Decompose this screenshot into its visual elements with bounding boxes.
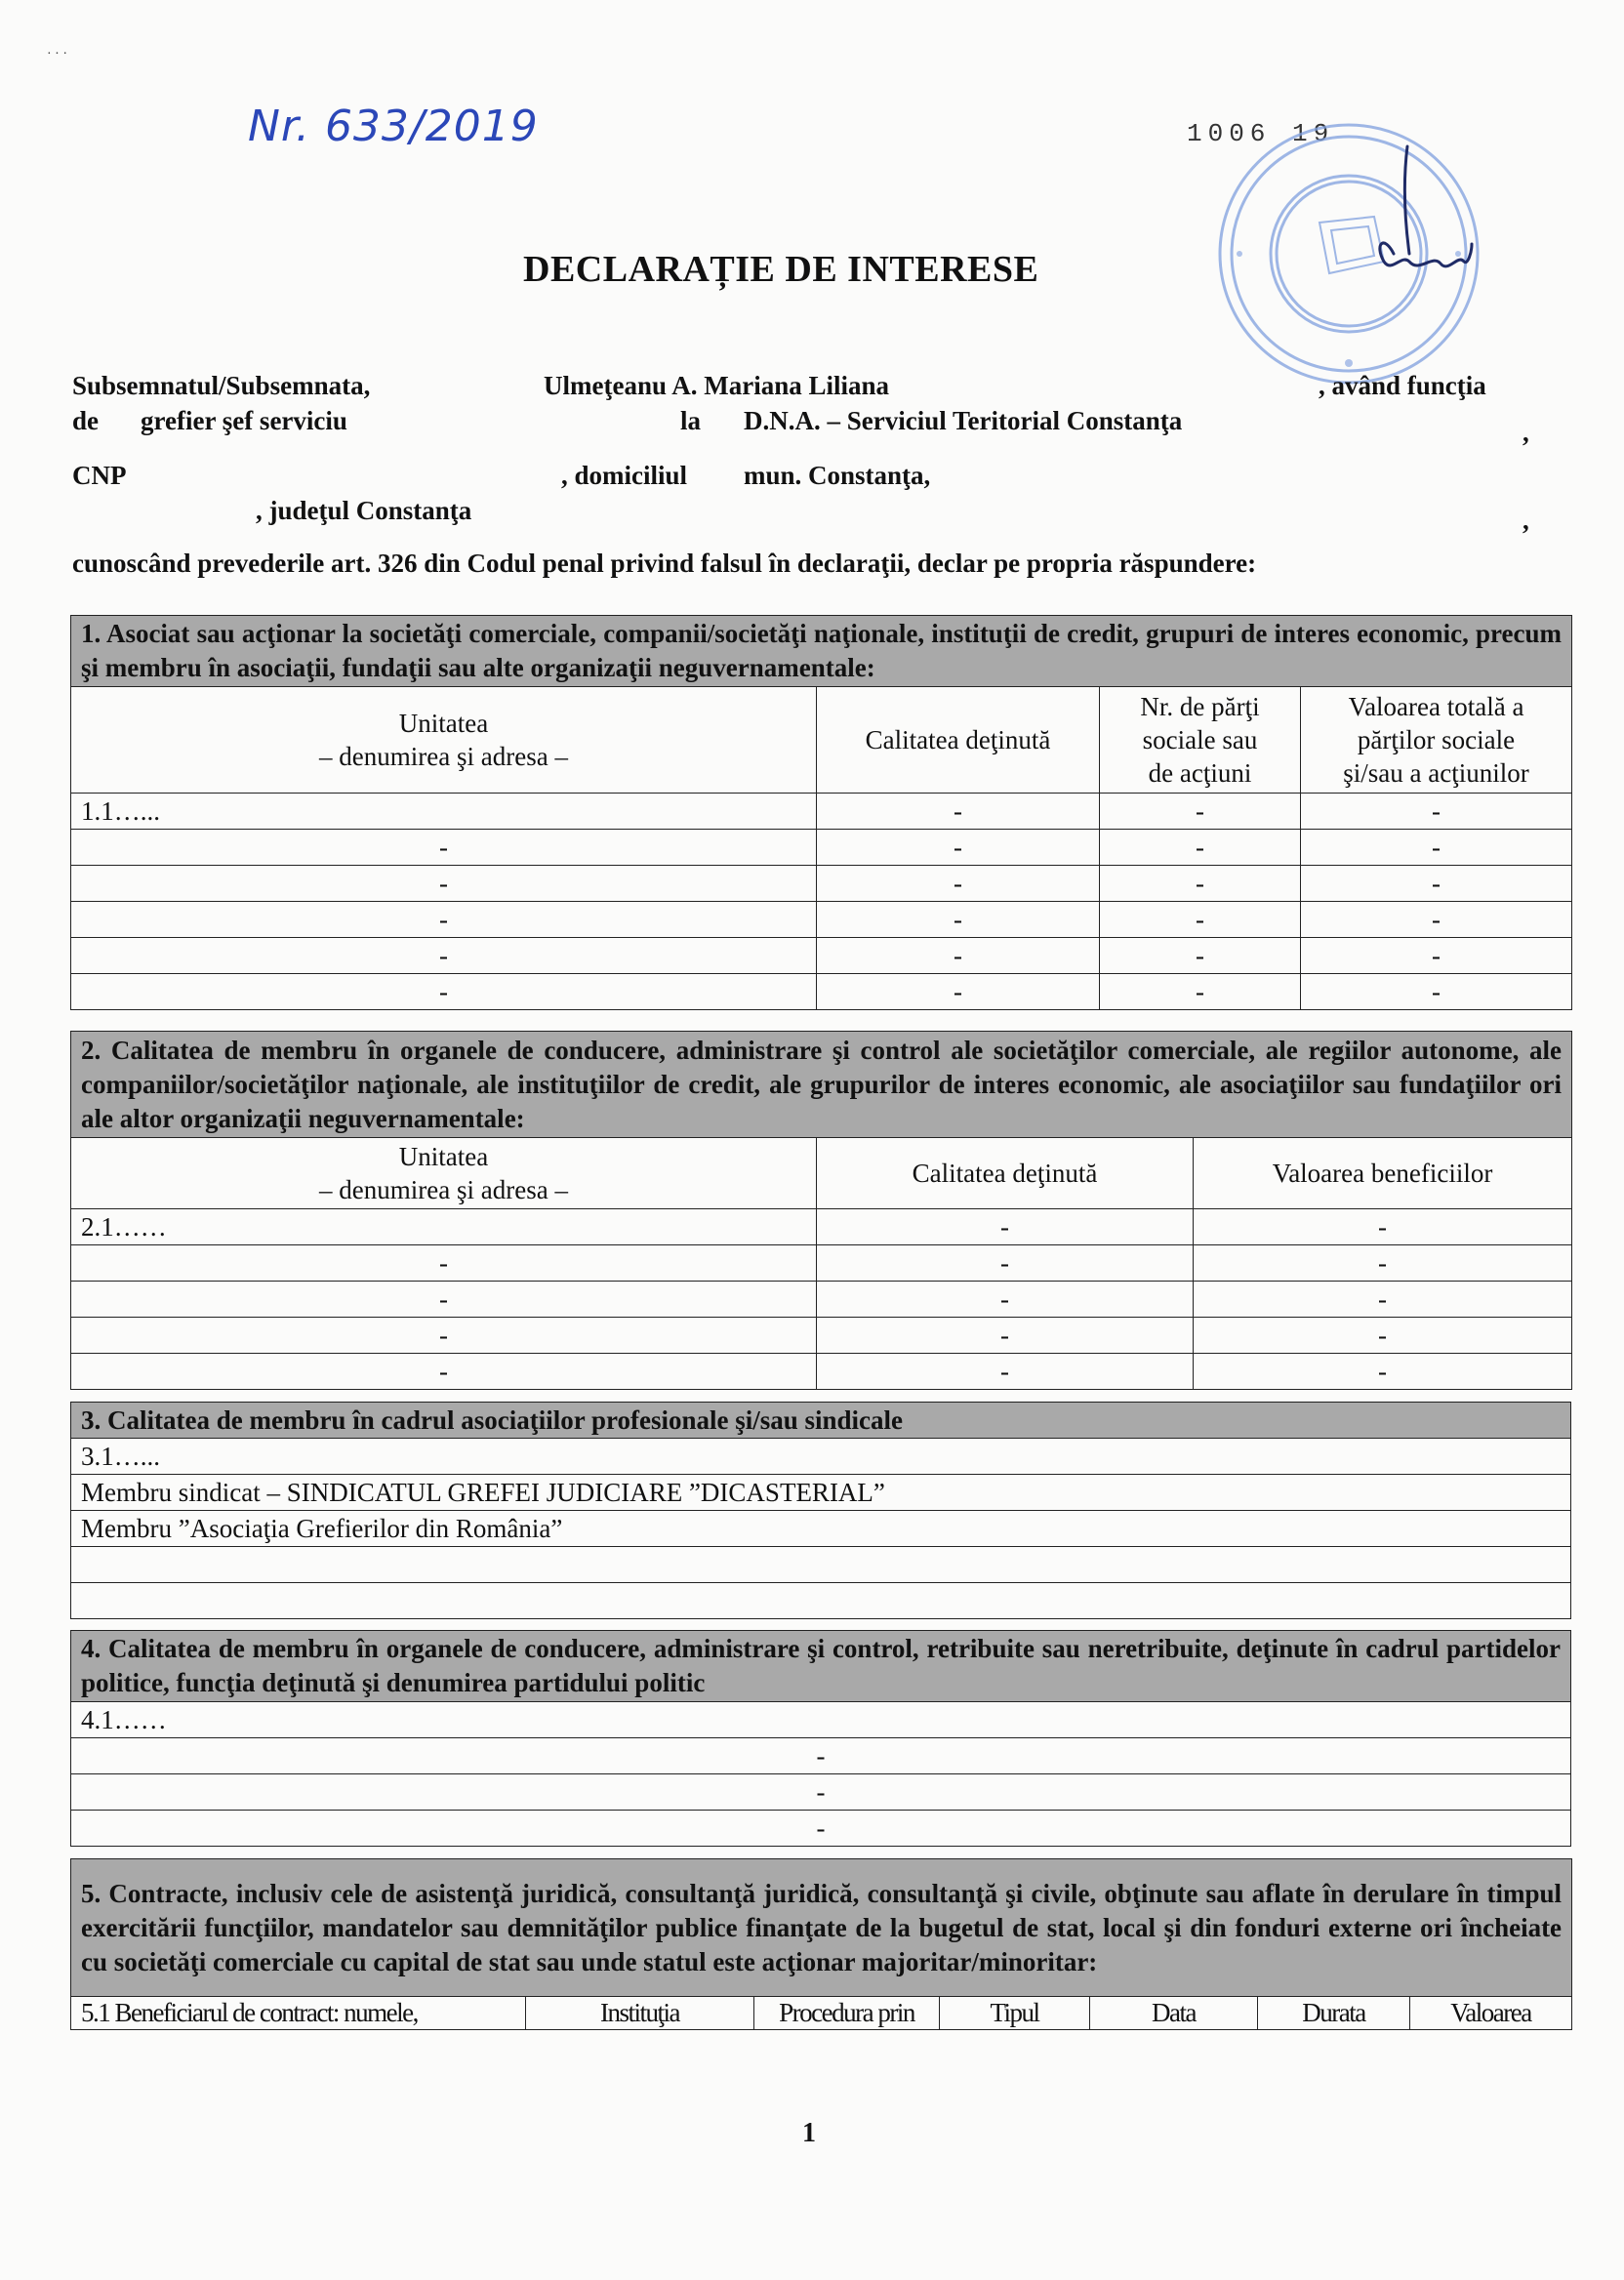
cell-dash: - xyxy=(1301,830,1572,866)
cell-dash: - xyxy=(71,866,817,902)
col-institution-header: Instituţia xyxy=(526,1997,754,2030)
col-quality-header: Calitatea deţinută xyxy=(817,1138,1194,1209)
cell-dash: - xyxy=(817,1354,1194,1390)
col-value-header: Valoarea xyxy=(1410,1997,1572,2030)
cell-dash: - xyxy=(1100,794,1301,830)
row-label: 1.1…... xyxy=(71,794,817,830)
page-title: DECLARAȚIE DE INTERESE xyxy=(523,249,1039,290)
row-label: 4.1…… xyxy=(71,1702,1571,1738)
cell-dash: - xyxy=(1301,974,1572,1010)
col-procedure-header: Procedura prin xyxy=(754,1997,940,2030)
county-value: , judeţul Constanţa xyxy=(256,496,472,525)
col-duration-header: Durata xyxy=(1258,1997,1410,2030)
cell-dash: - xyxy=(817,938,1100,974)
empty-row xyxy=(71,1583,1571,1619)
declarant-function: grefier şef serviciu xyxy=(141,406,347,435)
cnp-label: CNP xyxy=(72,461,127,490)
table-row xyxy=(71,1318,1572,1354)
declarant-institution: D.N.A. – Serviciul Teritorial Constanţa xyxy=(744,406,1183,435)
function-de-label: de xyxy=(72,406,99,435)
col-value-header: Valoarea totală a părţilor sociale şi/sau a acţiunilor xyxy=(1301,687,1572,794)
section-4-table xyxy=(70,1630,1571,1847)
handwritten-reference: Nr. 633/2019 xyxy=(248,102,539,151)
cell-dash: - xyxy=(817,974,1100,1010)
cell-dash: - xyxy=(71,830,817,866)
row-label: 2.1…… xyxy=(71,1209,817,1245)
page-number: 1 xyxy=(802,2118,816,2148)
table-row xyxy=(71,974,1572,1010)
cell-dash: - xyxy=(817,794,1100,830)
declarant-label: Subsemnatul/Subsemnata, xyxy=(72,371,371,400)
table-row xyxy=(71,1245,1572,1282)
declarant-name: Ulmeţeanu A. Mariana Liliana xyxy=(544,371,890,400)
section-5-heading: 5. Contracte, inclusiv cele de asistenţă juridică, consultanţă juridică, consultanţă şi civile, obţinute sau aflate în derulare în timpul exercitării funcţiilor, mandatelor sau demnităţilor publice finanţate de la bugetul de stat, local şi din fonduri externe ori încheiate cu societăţi comerciale cu capital de stat sau unde statul este acţionar majoritar/minoritar: xyxy=(71,1859,1572,1997)
institution-la-label: la xyxy=(680,406,702,435)
empty-row xyxy=(71,1547,1571,1583)
cell-dash: - xyxy=(1301,902,1572,938)
line4-comma: , xyxy=(1522,506,1529,535)
section-3-table xyxy=(70,1402,1571,1619)
table-row xyxy=(71,938,1572,974)
cell-dash: - xyxy=(1100,866,1301,902)
col-quality-header: Calitatea deţinută xyxy=(817,687,1100,794)
cell-dash: - xyxy=(817,830,1100,866)
section-1-heading: 1. Asociat sau acţionar la societăţi comerciale, companii/societăţi naţionale, instituţii de credit, grupuri de interes economic, precum şi membru în asociaţii, fundaţii sau alte organizaţii neguvernamentale: xyxy=(71,616,1572,687)
cell-dash: - xyxy=(1100,938,1301,974)
cell-dash: - xyxy=(71,1318,817,1354)
cell-dash: - xyxy=(1194,1354,1572,1390)
cell-dash: - xyxy=(71,1282,817,1318)
col-date-header: Data xyxy=(1090,1997,1258,2030)
domicile-label: , domiciliul xyxy=(561,461,688,490)
section-2-heading: 2. Calitatea de membru în organele de conducere, administrare şi control ale societăţilor comerciale, ale regiilor autonome, ale companiilor/societăţilor naţionale, ale instituţiilor de credit, ale grupurilor de interes economic, ale asociaţiilor sau fundaţiilor ori ale altor organizaţii neguvernamentale: xyxy=(71,1032,1572,1138)
cell-dash: - xyxy=(71,902,817,938)
cell-dash: - xyxy=(817,902,1100,938)
cell-dash: - xyxy=(1194,1245,1572,1282)
section-2-table xyxy=(70,1031,1572,1390)
cell-dash: - xyxy=(1100,974,1301,1010)
cell-dash: - xyxy=(1100,830,1301,866)
cell-dash: - xyxy=(817,1282,1194,1318)
table-row xyxy=(71,830,1572,866)
table-row xyxy=(71,794,1572,830)
col-beneficiary-header: 5.1 Beneficiarul de contract: numele, xyxy=(71,1997,526,2030)
section-5-table xyxy=(70,1858,1572,2030)
association-membership-entry: Membru ”Asociaţia Grefierilor din România” xyxy=(71,1511,1571,1547)
cell-dash: - xyxy=(71,1738,1571,1774)
cell-dash: - xyxy=(71,1245,817,1282)
scan-speck: · · · xyxy=(47,47,67,61)
col-unit-header: Unitatea – denumirea şi adresa – xyxy=(71,687,817,794)
cell-dash: - xyxy=(817,866,1100,902)
cell-dash: - xyxy=(71,974,817,1010)
cell-dash: - xyxy=(71,1811,1571,1847)
cell-dash: - xyxy=(1301,866,1572,902)
cell-dash: - xyxy=(1301,794,1572,830)
col-shares-header: Nr. de părţi sociale sau de acţiuni xyxy=(1100,687,1301,794)
cell-dash: - xyxy=(71,938,817,974)
official-stamp xyxy=(1202,107,1495,400)
cell-dash: - xyxy=(817,1245,1194,1282)
cell-dash: - xyxy=(71,1354,817,1390)
domicile-value: mun. Constanţa, xyxy=(744,461,931,490)
union-membership-entry: Membru sindicat – SINDICATUL GREFEI JUDICIARE ”DICASTERIAL” xyxy=(71,1475,1571,1511)
function-label-end: , având funcţia xyxy=(1319,371,1486,400)
row-label: 3.1…... xyxy=(71,1439,1571,1475)
table-row xyxy=(71,1354,1572,1390)
cell-dash: - xyxy=(817,1318,1194,1354)
registration-number: 1006 19 xyxy=(1187,119,1335,148)
section-4-heading: 4. Calitatea de membru în organele de conducere, administrare şi control, retribuite sau neretribuite, deţinute în cadrul partidelor politice, funcţia deţinută şi denumirea partidului politic xyxy=(71,1631,1571,1702)
cell-dash: - xyxy=(71,1774,1571,1811)
table-row xyxy=(71,1282,1572,1318)
cell-dash: - xyxy=(817,1209,1194,1245)
section-3-heading: 3. Calitatea de membru în cadrul asociaţiilor profesionale şi/sau sindicale xyxy=(71,1403,1571,1439)
cell-dash: - xyxy=(1301,938,1572,974)
cell-dash: - xyxy=(1194,1282,1572,1318)
cell-dash: - xyxy=(1194,1209,1572,1245)
col-type-header: Tipul xyxy=(940,1997,1090,2030)
col-benefits-header: Valoarea beneficiilor xyxy=(1194,1138,1572,1209)
line2-comma: , xyxy=(1522,418,1529,447)
cell-dash: - xyxy=(1100,902,1301,938)
col-unit-header: Unitatea – denumirea şi adresa – xyxy=(71,1138,817,1209)
declaration-statement: cunoscând prevederile art. 326 din Codul penal privind falsul în declaraţii, declar pe propria răspundere: xyxy=(72,549,1257,578)
cell-dash: - xyxy=(1194,1318,1572,1354)
section-1-table xyxy=(70,615,1572,1010)
table-row xyxy=(71,902,1572,938)
table-row xyxy=(71,866,1572,902)
table-row xyxy=(71,1209,1572,1245)
